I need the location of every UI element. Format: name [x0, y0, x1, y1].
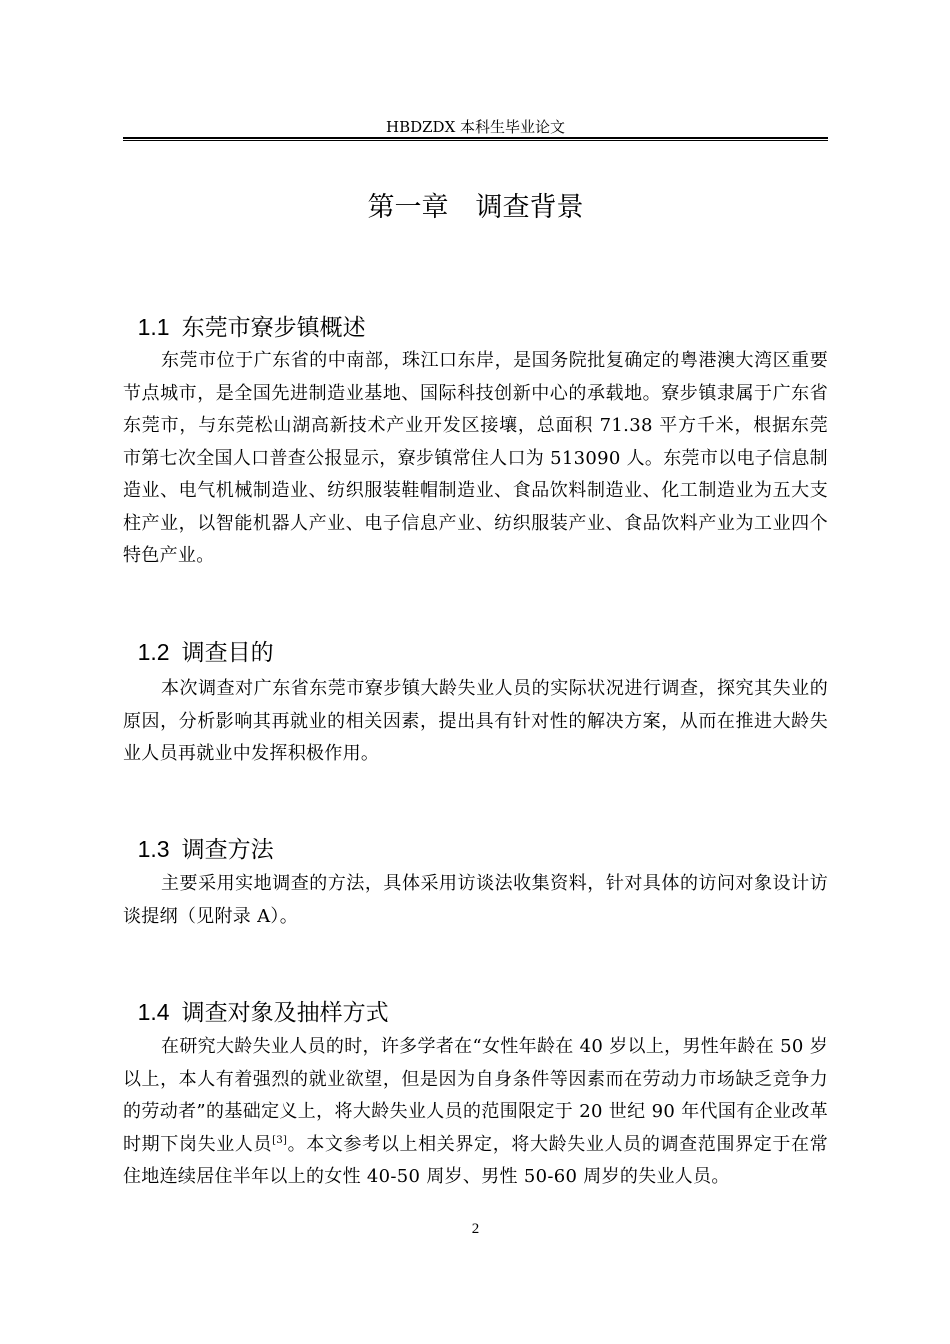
paragraph-text: 在研究大龄失业人员的时，许多学者在“女性年龄在 40 岁以上，男性年龄在 50 岁以上，本人有着强烈的就业欲望，但是因为自身条件等因素而在劳动力市场缺乏竞争力的劳动者”的基础定义上，将大龄失业人员的范围限定于 20 世纪 90 年代国有企业改革时期下岗失业人员	[123, 1036, 828, 1155]
running-header: HBDZDX 本科生毕业论文	[385, 118, 566, 136]
section-paragraph-1-3: 主要采用实地调查的方法，具体采用访谈法收集资料，针对具体的访问对象设计访谈提纲（见附录 A）。	[123, 873, 828, 927]
section-heading-1-1	[123, 282, 366, 343]
section-paragraph-1-1: 东莞市位于广东省的中南部，珠江口东岸，是国务院批复确定的粤港澳大湾区重要节点城市，是全国先进制造业基地、国际科技创新中心的承载地。寮步镇隶属于广东省东莞市，与东莞松山湖高新技术产业开发区接壤，总面积 71.38 平方千米，根据东莞市第七次全国人口普查公报显示，寮步镇常住人口为 513090 人。东莞市以电子信息制造业、电气机械制造业、纺织服装鞋帽制造业、食品饮料制造业、化工制造业为五大支柱产业，以智能机器人产业、电子信息产业、纺织服装产业、食品饮料产业为工业四个特色产业。	[123, 350, 828, 566]
section-paragraph-1-2: 本次调查对广东省东莞市寮步镇大龄失业人员的实际状况进行调查，探究其失业的原因，分析影响其再就业的相关因素，提出具有针对性的解决方案，从而在推进大龄失业人员再就业中发挥积极作用。	[123, 678, 828, 764]
page-number: 2	[471, 1221, 480, 1237]
section-heading-1-3	[123, 804, 274, 865]
section-title: 调查目的	[181, 640, 274, 666]
section-number: 1.1	[137, 314, 170, 340]
section-heading-1-4	[123, 967, 389, 1028]
section-heading-1-2	[123, 607, 274, 668]
header-rule-thin	[123, 140, 828, 141]
paragraph-text: 。本文参考以上相关界定，将大龄失业人员的调查范围界定于在常住地连续居住半年以上的女性 40-50 周岁、男性 50-60 周岁的失业人员。	[123, 1133, 828, 1187]
section-title: 调查对象及抽样方式	[181, 1000, 389, 1026]
chapter-title: 第一章 调查背景	[367, 192, 584, 223]
section-number: 1.2	[137, 639, 170, 665]
section-title: 东莞市寮步镇概述	[181, 315, 366, 341]
section-title: 调查方法	[181, 837, 274, 863]
section-number: 1.3	[137, 836, 170, 862]
section-number: 1.4	[137, 999, 170, 1025]
citation-reference[interactable]: [3]	[272, 1134, 288, 1146]
header-rule-thick	[123, 137, 828, 139]
section-paragraph-1-4	[123, 1031, 828, 1194]
